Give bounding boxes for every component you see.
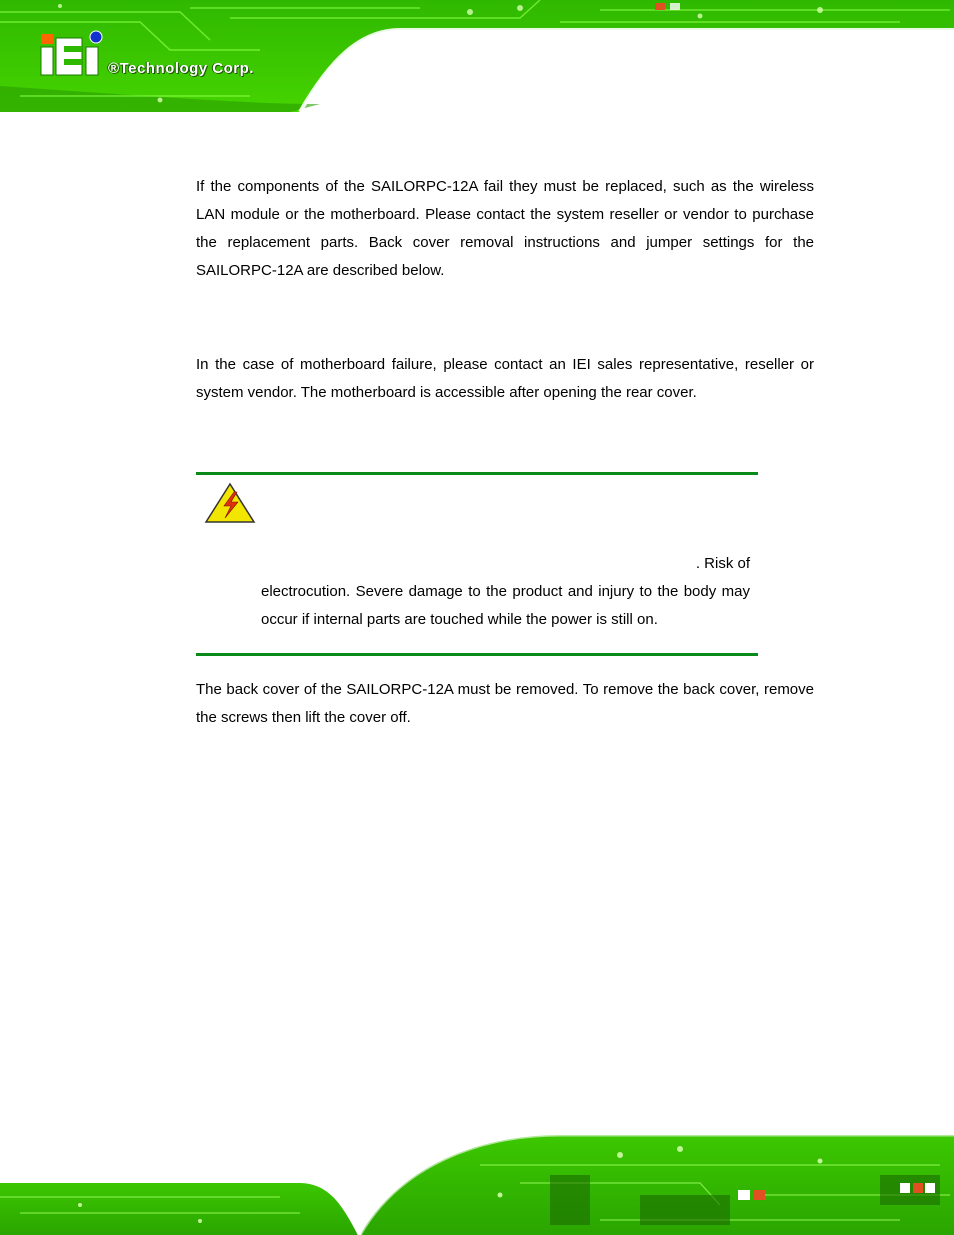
warning-bottom-rule xyxy=(196,653,758,656)
intro-paragraph: If the components of the SAILORPC-12A fail they must be replaced, such as the wireless LAN module or the motherboard. Please contact the system reseller or vendor to purchase the replacement parts. Back cover removal instructions and jumper settings for the SAILORPC-12A are described below. xyxy=(196,178,814,279)
back-cover-paragraph: The back cover of the SAILORPC-12A must be removed. To remove the back cover, remove the screws then lift the cover off. xyxy=(196,681,814,726)
warning-text xyxy=(261,550,750,634)
page-footer xyxy=(0,1125,954,1235)
page-header xyxy=(0,0,954,112)
motherboard-paragraph: In the case of motherboard failure, please contact an IEI sales representative, reseller or system vendor. The motherboard is accessible after opening the rear cover. xyxy=(196,356,814,401)
warning-lead: . Risk of xyxy=(695,555,750,572)
iei-logo xyxy=(38,30,108,80)
warning-body: electrocution. Severe damage to the product and injury to the body may occur if internal parts are touched while the power is still on. xyxy=(261,583,750,628)
pcb-footer-graphic xyxy=(0,1125,954,1235)
warning-top-rule xyxy=(196,472,758,475)
pcb-header-graphic xyxy=(0,0,954,112)
warning-electric-icon xyxy=(204,482,256,524)
company-name: ®Technology Corp. xyxy=(108,60,254,77)
